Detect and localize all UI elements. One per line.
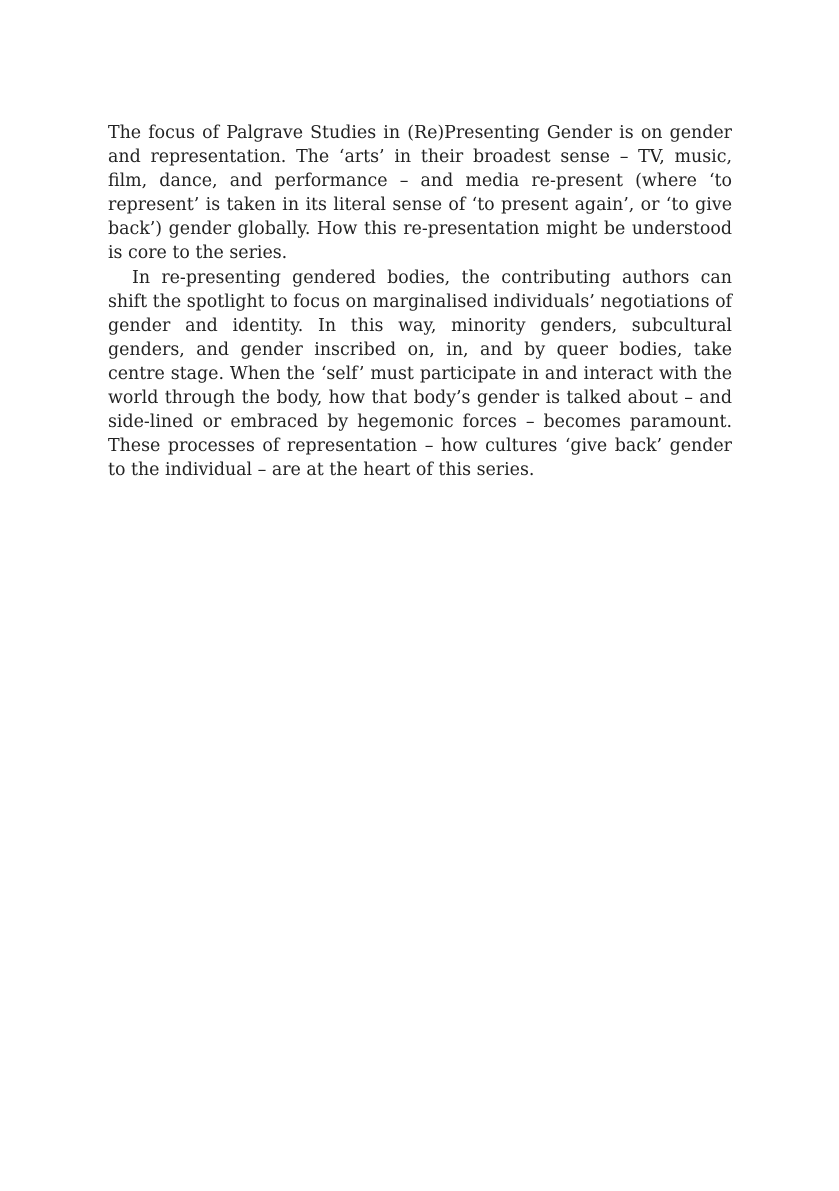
paragraph-series-focus: The focus of Palgrave Studies in (Re)Presenting Gender is on gender and representation. The ‘arts’ in their broadest sense – TV, music, film, dance, and performance – and media re-present (where ‘to represent’ is taken in its literal sense of ‘to present again’, or ‘to give back’) gender globally. How this re-presentation might be understood is core to the series. — [108, 123, 732, 264]
series-description — [108, 121, 732, 482]
paragraph-representation: In re-presenting gendered bodies, the contributing authors can shift the spotlight to focus on marginalised individuals’ negotiations of gender and identity. In this way, minority genders, subcultural genders, and gender inscribed on, in, and by queer bodies, take centre stage. When the ‘self’ must participate in and interact with the world through the body, how that body’s gender is talked about – and side-lined or embraced by hegemonic forces – becomes paramount. These processes of representation – how cultures ‘give back’ gender to the individual – are at the heart of this series. — [108, 267, 732, 481]
